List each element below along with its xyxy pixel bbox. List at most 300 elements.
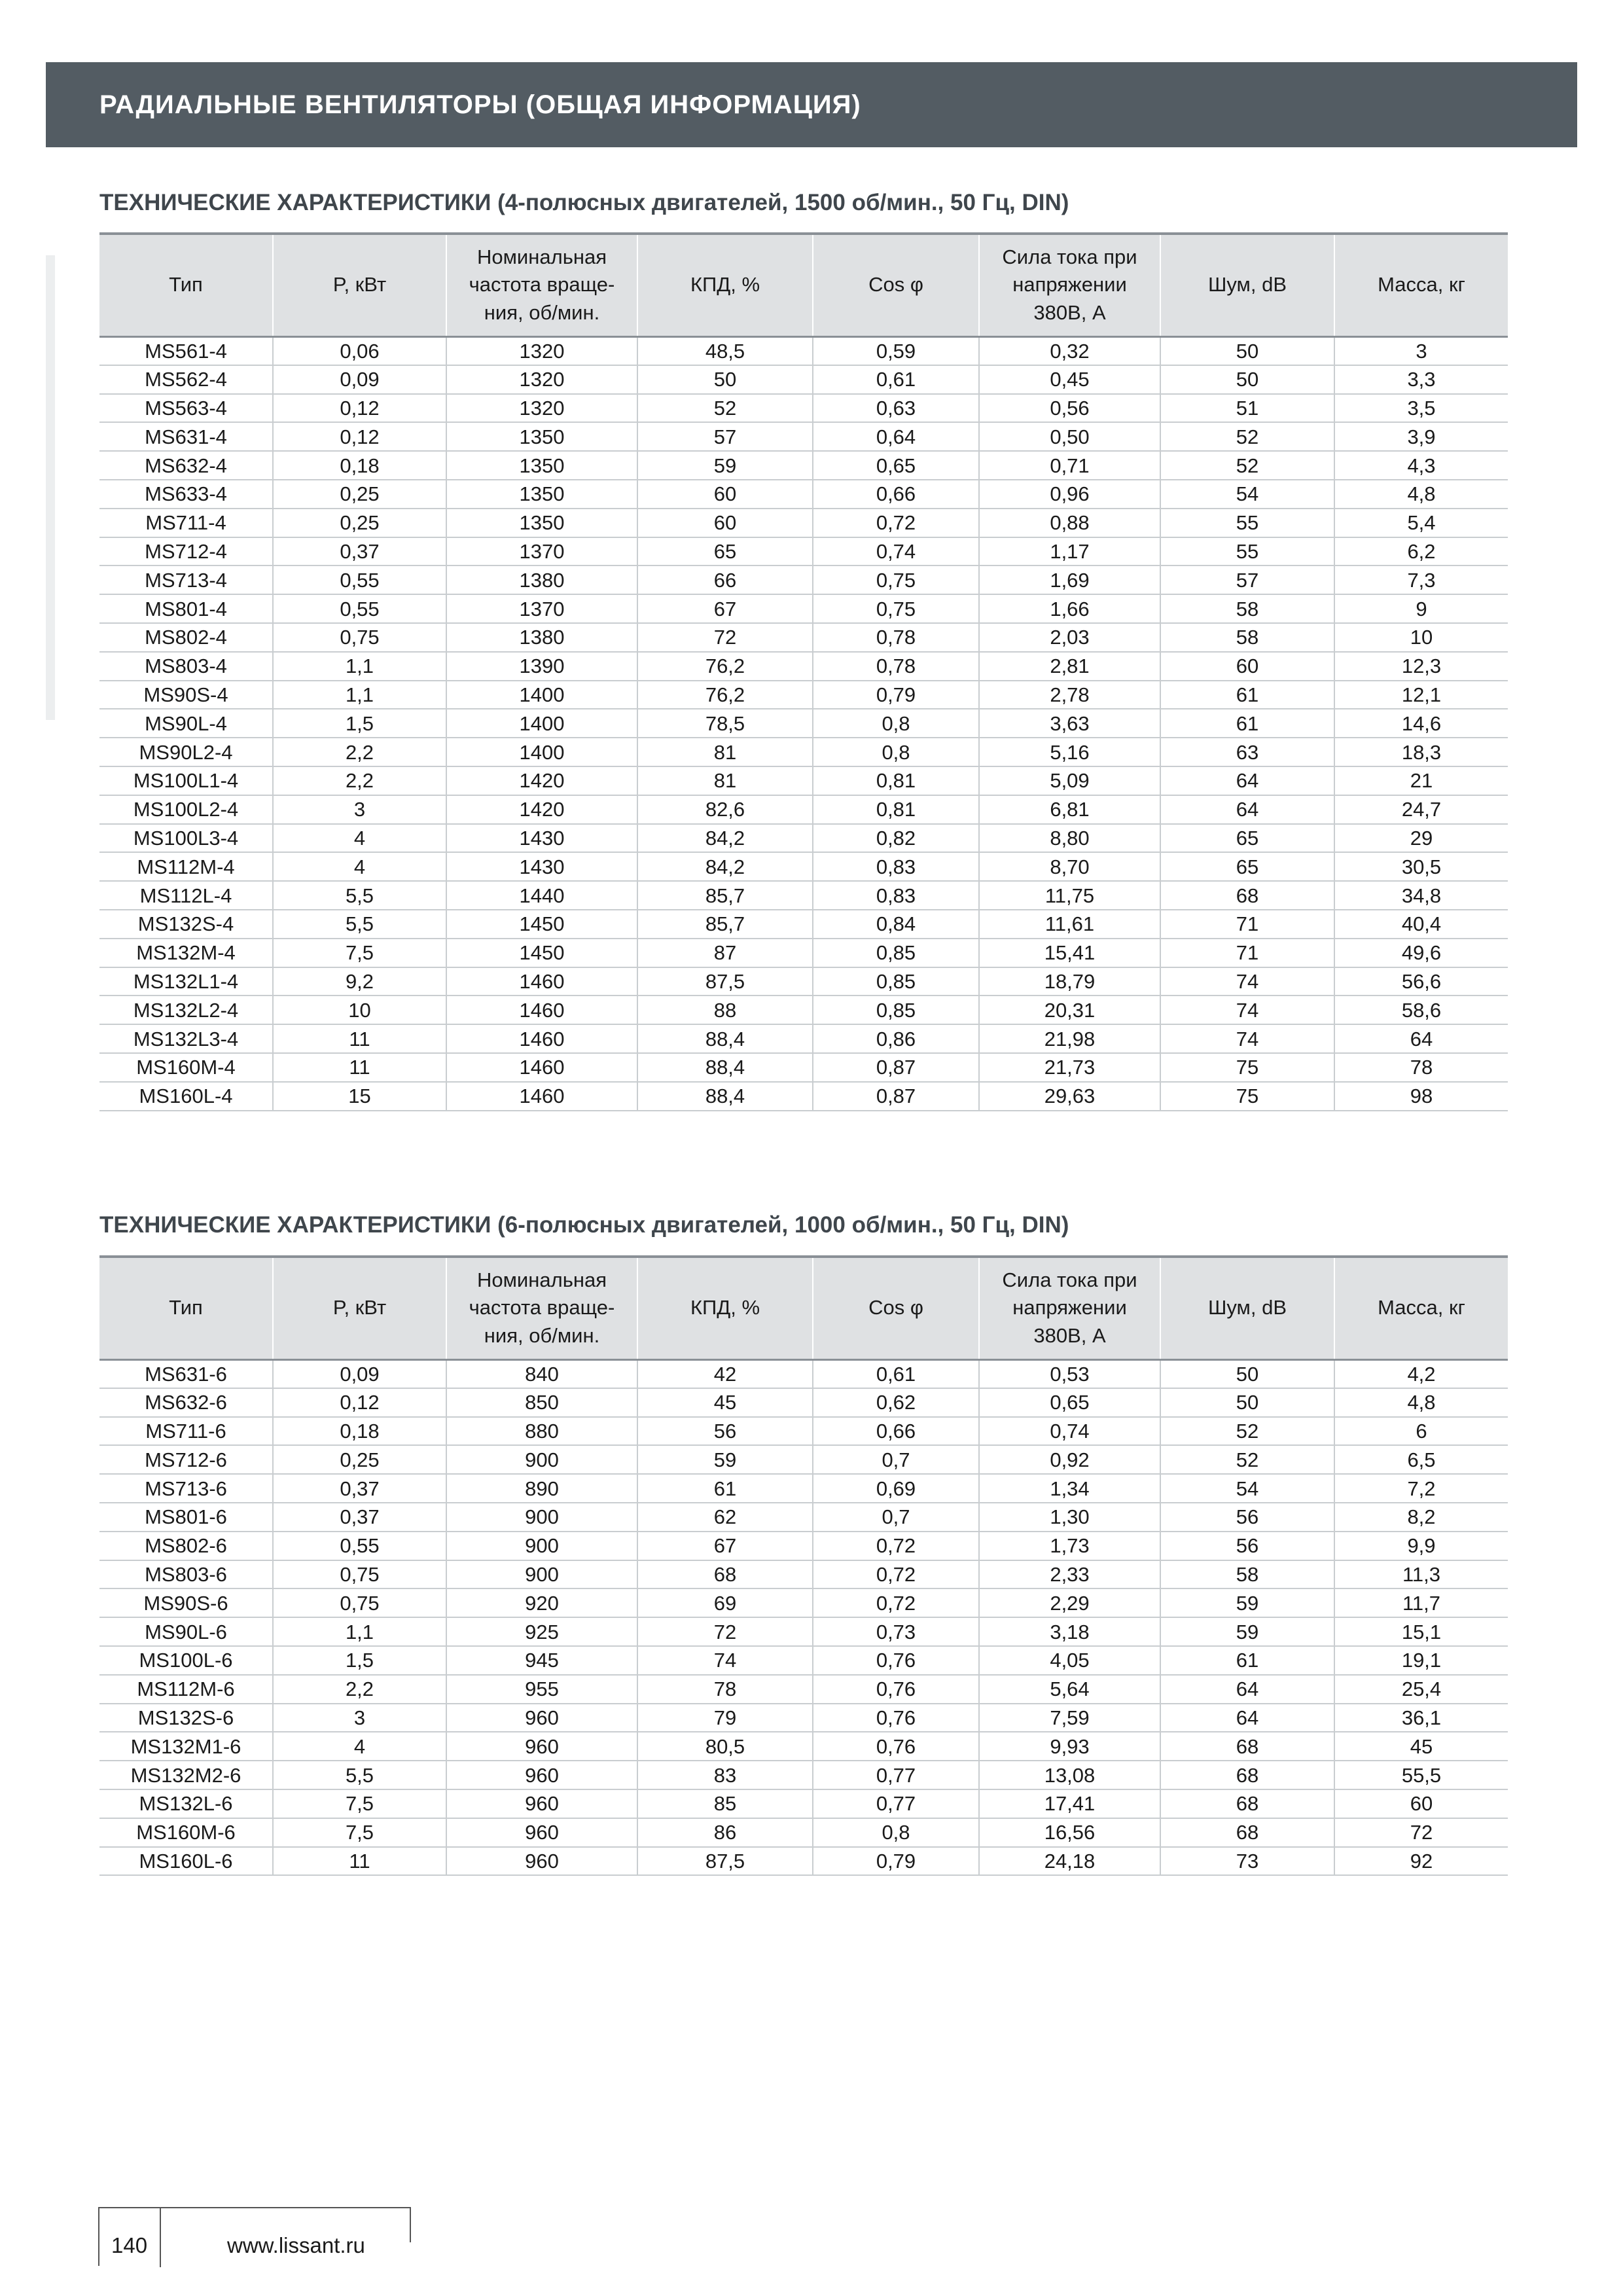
table-cell: 85,7 <box>637 881 813 910</box>
table-cell: 3,5 <box>1334 394 1508 423</box>
section-title-6-pole: ТЕХНИЧЕСКИЕ ХАРАКТЕРИСТИКИ (6-полюсных двигателей, 1000 об/мин., 50 Гц, DIN) <box>99 1212 1069 1238</box>
table-cell: 0,78 <box>813 652 979 681</box>
table-cell: 1440 <box>446 881 637 910</box>
table-cell: MS90L2-4 <box>99 738 273 766</box>
table-cell: 65 <box>1160 852 1334 881</box>
table-cell: 65 <box>1160 824 1334 853</box>
table-row <box>99 1560 1508 1589</box>
table-cell: 3 <box>1334 336 1508 365</box>
table-cell: 76,2 <box>637 652 813 681</box>
table-row <box>99 451 1508 480</box>
table-cell: 0,74 <box>979 1417 1160 1446</box>
table-cell: 1320 <box>446 365 637 394</box>
table-cell: 1390 <box>446 652 637 681</box>
table-cell: 8,2 <box>1334 1503 1508 1532</box>
table-cell: 1350 <box>446 422 637 451</box>
table-cell: 36,1 <box>1334 1704 1508 1732</box>
table-cell: 81 <box>637 738 813 766</box>
table-row <box>99 1732 1508 1761</box>
table-cell: 0,61 <box>813 365 979 394</box>
table-cell: 0,8 <box>813 1818 979 1847</box>
table-cell: 0,06 <box>273 336 446 365</box>
table-cell: 3,18 <box>979 1617 1160 1646</box>
table-cell: 69 <box>637 1588 813 1617</box>
table-cell: 0,12 <box>273 1388 446 1417</box>
table-cell: 1,5 <box>273 709 446 738</box>
table-cell: 1,1 <box>273 681 446 709</box>
table-cell: 0,96 <box>979 480 1160 509</box>
table-cell: 0,8 <box>813 709 979 738</box>
table-cell: 74 <box>1160 1024 1334 1053</box>
table-cell: 0,85 <box>813 996 979 1024</box>
table-cell: 3,63 <box>979 709 1160 738</box>
table-cell: MS100L1-4 <box>99 766 273 795</box>
table-cell: 1370 <box>446 537 637 566</box>
table-cell: MS561-4 <box>99 336 273 365</box>
table-cell: MS632-4 <box>99 451 273 480</box>
table-cell: 900 <box>446 1560 637 1589</box>
col-header-noise: Шум, dB <box>1160 234 1334 336</box>
table-row <box>99 852 1508 881</box>
table-cell: 1430 <box>446 824 637 853</box>
table-cell: 7,5 <box>273 1818 446 1847</box>
table-cell: MS132M1-6 <box>99 1732 273 1761</box>
table-cell: 0,85 <box>813 967 979 996</box>
table-cell: MS112M-6 <box>99 1675 273 1704</box>
table-cell: 92 <box>1334 1847 1508 1876</box>
table-cell: 68 <box>1160 1818 1334 1847</box>
table-cell: 59 <box>1160 1617 1334 1646</box>
table-cell: 0,56 <box>979 394 1160 423</box>
table-cell: 0,76 <box>813 1732 979 1761</box>
table-cell: MS100L2-4 <box>99 795 273 824</box>
table-cell: 0,72 <box>813 1588 979 1617</box>
table-cell: 71 <box>1160 939 1334 967</box>
table-cell: 1380 <box>446 565 637 594</box>
table-cell: 900 <box>446 1532 637 1560</box>
table-cell: 1400 <box>446 709 637 738</box>
table-cell: 56 <box>1160 1532 1334 1560</box>
table-cell: MS112L-4 <box>99 881 273 910</box>
table-cell: MS712-6 <box>99 1445 273 1474</box>
table-cell: 42 <box>637 1359 813 1388</box>
table-row <box>99 480 1508 509</box>
table-cell: 88 <box>637 996 813 1024</box>
table-row <box>99 1789 1508 1818</box>
col-header-current: Сила тока при напряжении 380В, А <box>979 1257 1160 1359</box>
table-cell: 0,25 <box>273 480 446 509</box>
table-cell: 2,33 <box>979 1560 1160 1589</box>
table-cell: 57 <box>1160 565 1334 594</box>
table-cell: 960 <box>446 1847 637 1876</box>
table-cell: 50 <box>1160 336 1334 365</box>
table-cell: MS711-6 <box>99 1417 273 1446</box>
table-cell: 890 <box>446 1474 637 1503</box>
col-header-speed: Номинальная частота враще-ния, об/мин. <box>446 234 637 336</box>
table-cell: 1460 <box>446 1053 637 1082</box>
table-cell: 21,98 <box>979 1024 1160 1053</box>
col-header-cos-phi: Cos φ <box>813 1257 979 1359</box>
table-cell: 1450 <box>446 910 637 939</box>
table-cell: MS132L1-4 <box>99 967 273 996</box>
table-cell: 920 <box>446 1588 637 1617</box>
table-cell: MS132S-6 <box>99 1704 273 1732</box>
table-cell: 4,05 <box>979 1646 1160 1675</box>
table-cell: 0,65 <box>813 451 979 480</box>
table-cell: 81 <box>637 766 813 795</box>
table-cell: 15,41 <box>979 939 1160 967</box>
table-cell: 4,3 <box>1334 451 1508 480</box>
table-cell: MS160M-6 <box>99 1818 273 1847</box>
table-header-row <box>99 234 1508 336</box>
table-cell: 49,6 <box>1334 939 1508 967</box>
table-cell: 5,5 <box>273 910 446 939</box>
table-cell: 0,18 <box>273 451 446 480</box>
table-cell: 1370 <box>446 594 637 623</box>
table-cell: 17,41 <box>979 1789 1160 1818</box>
table-cell: 5,4 <box>1334 509 1508 537</box>
page-header-title: РАДИАЛЬНЫЕ ВЕНТИЛЯТОРЫ (ОБЩАЯ ИНФОРМАЦИЯ) <box>99 90 861 119</box>
table-cell: 1460 <box>446 1024 637 1053</box>
table-cell: 54 <box>1160 1474 1334 1503</box>
table-cell: 4 <box>273 852 446 881</box>
table-cell: 1350 <box>446 480 637 509</box>
table-row <box>99 1675 1508 1704</box>
table-cell: 5,64 <box>979 1675 1160 1704</box>
table-cell: 59 <box>637 1445 813 1474</box>
table-cell: 1460 <box>446 967 637 996</box>
table-cell: 960 <box>446 1704 637 1732</box>
table-cell: 78 <box>1334 1053 1508 1082</box>
table-cell: 850 <box>446 1388 637 1417</box>
table-cell: 0,77 <box>813 1789 979 1818</box>
table-cell: 48,5 <box>637 336 813 365</box>
table-row <box>99 394 1508 423</box>
table-cell: 14,6 <box>1334 709 1508 738</box>
table-cell: 50 <box>1160 365 1334 394</box>
table-cell: 51 <box>1160 394 1334 423</box>
table-cell: 12,3 <box>1334 652 1508 681</box>
table-cell: MS563-4 <box>99 394 273 423</box>
table-cell: 58,6 <box>1334 996 1508 1024</box>
table-cell: 1420 <box>446 795 637 824</box>
spec-table-6-pole <box>99 1255 1508 1876</box>
table-cell: 80,5 <box>637 1732 813 1761</box>
table-cell: 0,86 <box>813 1024 979 1053</box>
table-cell: 0,12 <box>273 422 446 451</box>
table-cell: 0,83 <box>813 881 979 910</box>
table-cell: 0,77 <box>813 1761 979 1789</box>
table-cell: 21 <box>1334 766 1508 795</box>
table-cell: 88,4 <box>637 1024 813 1053</box>
table-cell: 1450 <box>446 939 637 967</box>
table-cell: 68 <box>1160 1761 1334 1789</box>
table-row <box>99 1388 1508 1417</box>
table-cell: 0,7 <box>813 1503 979 1532</box>
table-cell: 0,66 <box>813 1417 979 1446</box>
table-cell: 4,8 <box>1334 1388 1508 1417</box>
table-cell: 3,3 <box>1334 365 1508 394</box>
table-cell: 58 <box>1160 623 1334 652</box>
table-cell: 63 <box>1160 738 1334 766</box>
table-cell: 98 <box>1334 1082 1508 1111</box>
table-cell: 67 <box>637 1532 813 1560</box>
table-cell: MS132M-4 <box>99 939 273 967</box>
table-cell: 960 <box>446 1761 637 1789</box>
table-row <box>99 1847 1508 1876</box>
table-cell: 0,37 <box>273 1503 446 1532</box>
table-cell: 68 <box>1160 881 1334 910</box>
table-cell: 16,56 <box>979 1818 1160 1847</box>
table-cell: 0,7 <box>813 1445 979 1474</box>
table-cell: 0,73 <box>813 1617 979 1646</box>
table-cell: 74 <box>1160 996 1334 1024</box>
table-cell: 0,71 <box>979 451 1160 480</box>
table-cell: 11,61 <box>979 910 1160 939</box>
table-cell: 88,4 <box>637 1053 813 1082</box>
table-cell: 56,6 <box>1334 967 1508 996</box>
table-row <box>99 996 1508 1024</box>
table-cell: 0,75 <box>813 565 979 594</box>
footer-divider <box>160 2208 161 2267</box>
table-cell: MS631-4 <box>99 422 273 451</box>
table-cell: 56 <box>637 1417 813 1446</box>
table-cell: 0,76 <box>813 1675 979 1704</box>
table-cell: 960 <box>446 1789 637 1818</box>
table-cell: 78 <box>637 1675 813 1704</box>
table-cell: 0,69 <box>813 1474 979 1503</box>
table-cell: 9,2 <box>273 967 446 996</box>
table-cell: 11 <box>273 1024 446 1053</box>
table-row <box>99 652 1508 681</box>
table-cell: 900 <box>446 1503 637 1532</box>
col-header-current: Сила тока при напряжении 380В, А <box>979 234 1160 336</box>
table-cell: 2,78 <box>979 681 1160 709</box>
table-row <box>99 939 1508 967</box>
table-cell: 83 <box>637 1761 813 1789</box>
table-cell: 1,73 <box>979 1532 1160 1560</box>
table-cell: 0,55 <box>273 565 446 594</box>
table-cell: 11,75 <box>979 881 1160 910</box>
table-cell: MS90S-6 <box>99 1588 273 1617</box>
table-cell: MS100L3-4 <box>99 824 273 853</box>
table-cell: 2,29 <box>979 1588 1160 1617</box>
table-row <box>99 967 1508 996</box>
table-cell: 0,25 <box>273 1445 446 1474</box>
table-cell: 84,2 <box>637 852 813 881</box>
table-cell: 0,81 <box>813 795 979 824</box>
table-cell: 1460 <box>446 996 637 1024</box>
table-row <box>99 1646 1508 1675</box>
table-cell: 50 <box>637 365 813 394</box>
table-cell: 66 <box>637 565 813 594</box>
table-cell: 65 <box>637 537 813 566</box>
col-header-type: Тип <box>99 1257 273 1359</box>
table-cell: 0,09 <box>273 1359 446 1388</box>
table-cell: 2,2 <box>273 738 446 766</box>
table-cell: MS712-4 <box>99 537 273 566</box>
table-row <box>99 336 1508 365</box>
footer-right-line <box>410 2208 411 2242</box>
table-row <box>99 1532 1508 1560</box>
table-cell: 0,50 <box>979 422 1160 451</box>
table-cell: 840 <box>446 1359 637 1388</box>
table-cell: 60 <box>637 480 813 509</box>
table-cell: 0,92 <box>979 1445 1160 1474</box>
table-cell: 40,4 <box>1334 910 1508 939</box>
table-cell: 72 <box>1334 1818 1508 1847</box>
table-cell: 4 <box>273 1732 446 1761</box>
table-row <box>99 1588 1508 1617</box>
table-cell: 58 <box>1160 594 1334 623</box>
table-cell: 61 <box>1160 1646 1334 1675</box>
table-cell: 0,63 <box>813 394 979 423</box>
table-cell: 75 <box>1160 1053 1334 1082</box>
table-cell: 1320 <box>446 336 637 365</box>
table-cell: 55,5 <box>1334 1761 1508 1789</box>
table-row <box>99 1082 1508 1111</box>
spec-table-4-pole <box>99 232 1508 1111</box>
table-row <box>99 1417 1508 1446</box>
table-cell: 0,18 <box>273 1417 446 1446</box>
table-cell: MS803-4 <box>99 652 273 681</box>
table-cell: 24,7 <box>1334 795 1508 824</box>
table-cell: 0,32 <box>979 336 1160 365</box>
table-cell: 29,63 <box>979 1082 1160 1111</box>
table-cell: 21,73 <box>979 1053 1160 1082</box>
table-cell: 85,7 <box>637 910 813 939</box>
table-cell: MS713-4 <box>99 565 273 594</box>
table-cell: 0,65 <box>979 1388 1160 1417</box>
col-header-mass: Масса, кг <box>1334 1257 1508 1359</box>
table-cell: 1400 <box>446 681 637 709</box>
table-cell: 68 <box>1160 1789 1334 1818</box>
table-cell: MS132L-6 <box>99 1789 273 1818</box>
table-cell: MS132S-4 <box>99 910 273 939</box>
table-cell: 0,55 <box>273 594 446 623</box>
table-cell: 925 <box>446 1617 637 1646</box>
table-cell: 0,79 <box>813 681 979 709</box>
table-cell: 0,62 <box>813 1388 979 1417</box>
table-cell: 87,5 <box>637 967 813 996</box>
table-cell: 0,72 <box>813 1532 979 1560</box>
table-cell: 11 <box>273 1847 446 1876</box>
table-cell: 5,09 <box>979 766 1160 795</box>
table-cell: 2,03 <box>979 623 1160 652</box>
table-cell: 0,66 <box>813 480 979 509</box>
table-cell: 0,75 <box>813 594 979 623</box>
table-row <box>99 1359 1508 1388</box>
table-cell: 1,34 <box>979 1474 1160 1503</box>
table-cell: 13,08 <box>979 1761 1160 1789</box>
table-cell: 2,2 <box>273 766 446 795</box>
table-cell: 0,85 <box>813 939 979 967</box>
table-cell: 0,82 <box>813 824 979 853</box>
table-cell: 0,53 <box>979 1359 1160 1388</box>
table-cell: 5,5 <box>273 1761 446 1789</box>
page-footer <box>98 2207 411 2266</box>
col-header-efficiency: КПД, % <box>637 234 813 336</box>
table-cell: 84,2 <box>637 824 813 853</box>
table-cell: 0,55 <box>273 1532 446 1560</box>
table-cell: 1420 <box>446 766 637 795</box>
table-cell: 7,5 <box>273 939 446 967</box>
table-cell: 24,18 <box>979 1847 1160 1876</box>
table-cell: 68 <box>637 1560 813 1589</box>
table-cell: 34,8 <box>1334 881 1508 910</box>
table-cell: 64 <box>1160 1704 1334 1732</box>
table-cell: 6,2 <box>1334 537 1508 566</box>
table-cell: 6,5 <box>1334 1445 1508 1474</box>
table-cell: 0,76 <box>813 1646 979 1675</box>
table-cell: 76,2 <box>637 681 813 709</box>
table-cell: 960 <box>446 1818 637 1847</box>
table-row <box>99 1503 1508 1532</box>
table-cell: 64 <box>1160 766 1334 795</box>
table-cell: 68 <box>1160 1732 1334 1761</box>
table-row <box>99 1818 1508 1847</box>
table-cell: 6,81 <box>979 795 1160 824</box>
table-cell: 4,2 <box>1334 1359 1508 1388</box>
table-cell: 1350 <box>446 451 637 480</box>
col-header-cos-phi: Cos φ <box>813 234 979 336</box>
table-cell: 1,5 <box>273 1646 446 1675</box>
table-cell: 0,75 <box>273 1560 446 1589</box>
table-cell: 0,83 <box>813 852 979 881</box>
table-cell: MS801-4 <box>99 594 273 623</box>
table-cell: 12,1 <box>1334 681 1508 709</box>
table-cell: 0,75 <box>273 1588 446 1617</box>
table-cell: 86 <box>637 1818 813 1847</box>
table-cell: 8,70 <box>979 852 1160 881</box>
table-cell: 60 <box>637 509 813 537</box>
table-cell: 18,3 <box>1334 738 1508 766</box>
table-cell: 2,81 <box>979 652 1160 681</box>
table-cell: 19,1 <box>1334 1646 1508 1675</box>
table-row <box>99 1053 1508 1082</box>
table-cell: MS160L-6 <box>99 1847 273 1876</box>
table-cell: MS803-6 <box>99 1560 273 1589</box>
table-cell: 79 <box>637 1704 813 1732</box>
table-cell: 45 <box>637 1388 813 1417</box>
table-cell: 52 <box>637 394 813 423</box>
table-cell: 1,1 <box>273 652 446 681</box>
table-cell: 0,72 <box>813 1560 979 1589</box>
table-cell: 1320 <box>446 394 637 423</box>
table-cell: 64 <box>1334 1024 1508 1053</box>
table-cell: 2,2 <box>273 1675 446 1704</box>
table-cell: 15,1 <box>1334 1617 1508 1646</box>
website-link[interactable]: www.lissant.ru <box>227 2233 365 2257</box>
table-cell: 10 <box>273 996 446 1024</box>
table-cell: MS713-6 <box>99 1474 273 1503</box>
table-cell: 61 <box>637 1474 813 1503</box>
table-row <box>99 365 1508 394</box>
table-cell: 60 <box>1160 652 1334 681</box>
table-cell: MS711-4 <box>99 509 273 537</box>
table-cell: 11,7 <box>1334 1588 1508 1617</box>
table-cell: MS802-6 <box>99 1532 273 1560</box>
table-cell: 73 <box>1160 1847 1334 1876</box>
col-header-efficiency: КПД, % <box>637 1257 813 1359</box>
table-cell: 67 <box>637 594 813 623</box>
col-header-type: Тип <box>99 234 273 336</box>
table-cell: 1,69 <box>979 565 1160 594</box>
table-row <box>99 509 1508 537</box>
table-cell: 74 <box>1160 967 1334 996</box>
side-strip <box>46 255 55 720</box>
table-cell: MS90L-4 <box>99 709 273 738</box>
